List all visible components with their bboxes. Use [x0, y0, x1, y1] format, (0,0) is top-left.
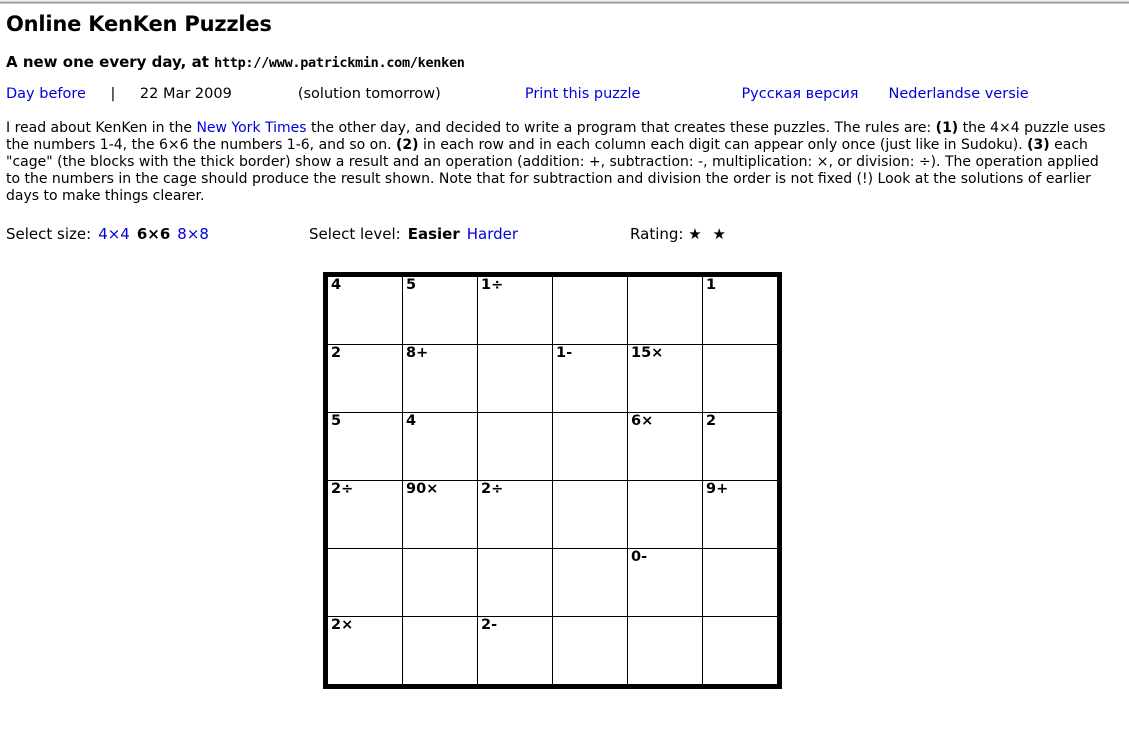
- rule-3-number: (3): [1027, 137, 1050, 153]
- cage-clue: 2-: [481, 617, 498, 633]
- grid-cell-r5c2[interactable]: [403, 549, 478, 617]
- grid-cell-r4c5[interactable]: [628, 481, 703, 549]
- grid-cell-r1c1[interactable]: [326, 275, 403, 345]
- grid-cell-r3c3[interactable]: [478, 413, 553, 481]
- level-selector: [309, 225, 518, 243]
- grid-cell-r6c3[interactable]: [478, 617, 553, 687]
- size-label: Select size:: [6, 225, 92, 243]
- day-before-link[interactable]: Day before: [6, 86, 86, 102]
- cage-clue: 2÷: [331, 481, 354, 497]
- grid-cell-r5c1[interactable]: [326, 549, 403, 617]
- grid-cell-r3c1[interactable]: [326, 413, 403, 481]
- size-selector: [6, 225, 209, 243]
- cage-clue: 1: [706, 277, 717, 293]
- cage-clue: 5: [406, 277, 417, 293]
- rating-label: Rating:: [630, 225, 684, 243]
- russian-version-link[interactable]: Русская версия: [741, 86, 859, 102]
- grid-cell-r6c4[interactable]: [553, 617, 628, 687]
- cage-clue: 15×: [631, 345, 664, 361]
- cage-clue: 4: [406, 413, 417, 429]
- grid-row: [326, 345, 780, 413]
- cage-clue: 2÷: [481, 481, 504, 497]
- cage-clue: 2: [706, 413, 717, 429]
- level-label: Select level:: [308, 225, 401, 243]
- cage-clue: 5: [331, 413, 342, 429]
- grid-cell-r6c5[interactable]: [628, 617, 703, 687]
- cage-clue: 9+: [706, 481, 729, 497]
- level-option-harder[interactable]: Harder: [466, 225, 519, 243]
- grid-row: [326, 413, 780, 481]
- grid-cell-r6c1[interactable]: [326, 617, 403, 687]
- cage-clue: 8+: [406, 345, 429, 361]
- page-title: Online KenKen Puzzles: [6, 12, 272, 36]
- intro-text-2: the other day, and decided to write a program that creates these puzzles. The rules are:: [306, 120, 936, 136]
- rule-2-text: in each row and in each column each digit can appear only once (just like in Sudoku).: [418, 137, 1028, 153]
- cage-clue: 1-: [556, 345, 573, 361]
- intro-paragraph: [6, 120, 1106, 205]
- grid-cell-r2c2[interactable]: [403, 345, 478, 413]
- grid-cell-r3c6[interactable]: [703, 413, 780, 481]
- cage-clue: 0-: [631, 549, 648, 565]
- rule-1-number: (1): [935, 120, 959, 136]
- grid-cell-r2c3[interactable]: [478, 345, 553, 413]
- navigation-row: [6, 86, 1123, 102]
- cage-clue: 2: [331, 345, 342, 361]
- subtitle-text: A new one every day, at: [6, 53, 209, 71]
- page-content: [0, 12, 1129, 689]
- grid-cell-r2c5[interactable]: [628, 345, 703, 413]
- cage-clue: 90×: [406, 481, 439, 497]
- grid-cell-r1c4[interactable]: [553, 275, 628, 345]
- grid-cell-r5c3[interactable]: [478, 549, 553, 617]
- print-puzzle-link[interactable]: Print this puzzle: [524, 86, 641, 102]
- grid-cell-r5c6[interactable]: [703, 549, 780, 617]
- star-icon: ★ ★: [688, 225, 729, 243]
- size-option-4x4[interactable]: 4×4: [98, 225, 130, 243]
- controls-row: [6, 225, 1123, 243]
- cage-clue: 2×: [331, 617, 354, 633]
- intro-text-1: I read about KenKen in the: [6, 120, 197, 136]
- grid-row: [326, 481, 780, 549]
- grid-row: [326, 275, 780, 345]
- grid-cell-r5c4[interactable]: [553, 549, 628, 617]
- cage-clue: 1÷: [481, 277, 504, 293]
- size-option-8x8[interactable]: 8×8: [177, 225, 209, 243]
- browser-chrome-edge: [0, 0, 1129, 4]
- grid-cell-r1c6[interactable]: [703, 275, 780, 345]
- grid-cell-r4c1[interactable]: [326, 481, 403, 549]
- grid-cell-r1c2[interactable]: [403, 275, 478, 345]
- rule-1-text: the 4×4 puzzle uses the numbers 1-4, the 6×6 the numbers 1-6, and so on.: [6, 120, 1106, 153]
- grid-cell-r4c4[interactable]: [553, 481, 628, 549]
- grid-cell-r2c4[interactable]: [553, 345, 628, 413]
- grid-cell-r2c6[interactable]: [703, 345, 780, 413]
- grid-cell-r4c6[interactable]: [703, 481, 780, 549]
- solution-note: (solution tomorrow): [297, 86, 441, 102]
- grid-cell-r3c2[interactable]: [403, 413, 478, 481]
- rule-3-text: each "cage" (the blocks with the thick border) show a result and an operation (addition: +, subtraction: -, multiplication: ×, or division: ÷). The operation applied to the numbers in the cage should produce the result shown. Note that for subtraction and division the order is not fixed (!) Look at the solutions of earlier days to make things clearer.: [6, 137, 1099, 204]
- rating-display: [630, 225, 729, 243]
- level-option-easier[interactable]: Easier: [407, 225, 460, 243]
- grid-cell-r3c4[interactable]: [553, 413, 628, 481]
- grid-cell-r4c3[interactable]: [478, 481, 553, 549]
- cage-clue: 6×: [631, 413, 654, 429]
- dutch-version-link[interactable]: Nederlandse versie: [888, 86, 1029, 102]
- puzzle-date: 22 Mar 2009: [139, 86, 232, 102]
- grid-cell-r2c1[interactable]: [326, 345, 403, 413]
- grid-row: [326, 617, 780, 687]
- grid-cell-r5c5[interactable]: [628, 549, 703, 617]
- grid-cell-r6c6[interactable]: [703, 617, 780, 687]
- grid-cell-r1c5[interactable]: [628, 275, 703, 345]
- kenken-grid[interactable]: [323, 272, 782, 689]
- nav-separator: |: [110, 86, 116, 102]
- new-york-times-link[interactable]: New York Times: [196, 120, 307, 136]
- puzzle-area: [6, 272, 1123, 689]
- subtitle-row: [6, 53, 1123, 71]
- grid-row: [326, 549, 780, 617]
- grid-cell-r3c5[interactable]: [628, 413, 703, 481]
- grid-cell-r6c2[interactable]: [403, 617, 478, 687]
- size-option-6x6[interactable]: 6×6: [136, 225, 171, 243]
- rule-2-number: (2): [396, 137, 419, 153]
- grid-cell-r4c2[interactable]: [403, 481, 478, 549]
- site-url: http://www.patrickmin.com/kenken: [214, 55, 465, 71]
- grid-cell-r1c3[interactable]: [478, 275, 553, 345]
- cage-clue: 4: [331, 277, 342, 293]
